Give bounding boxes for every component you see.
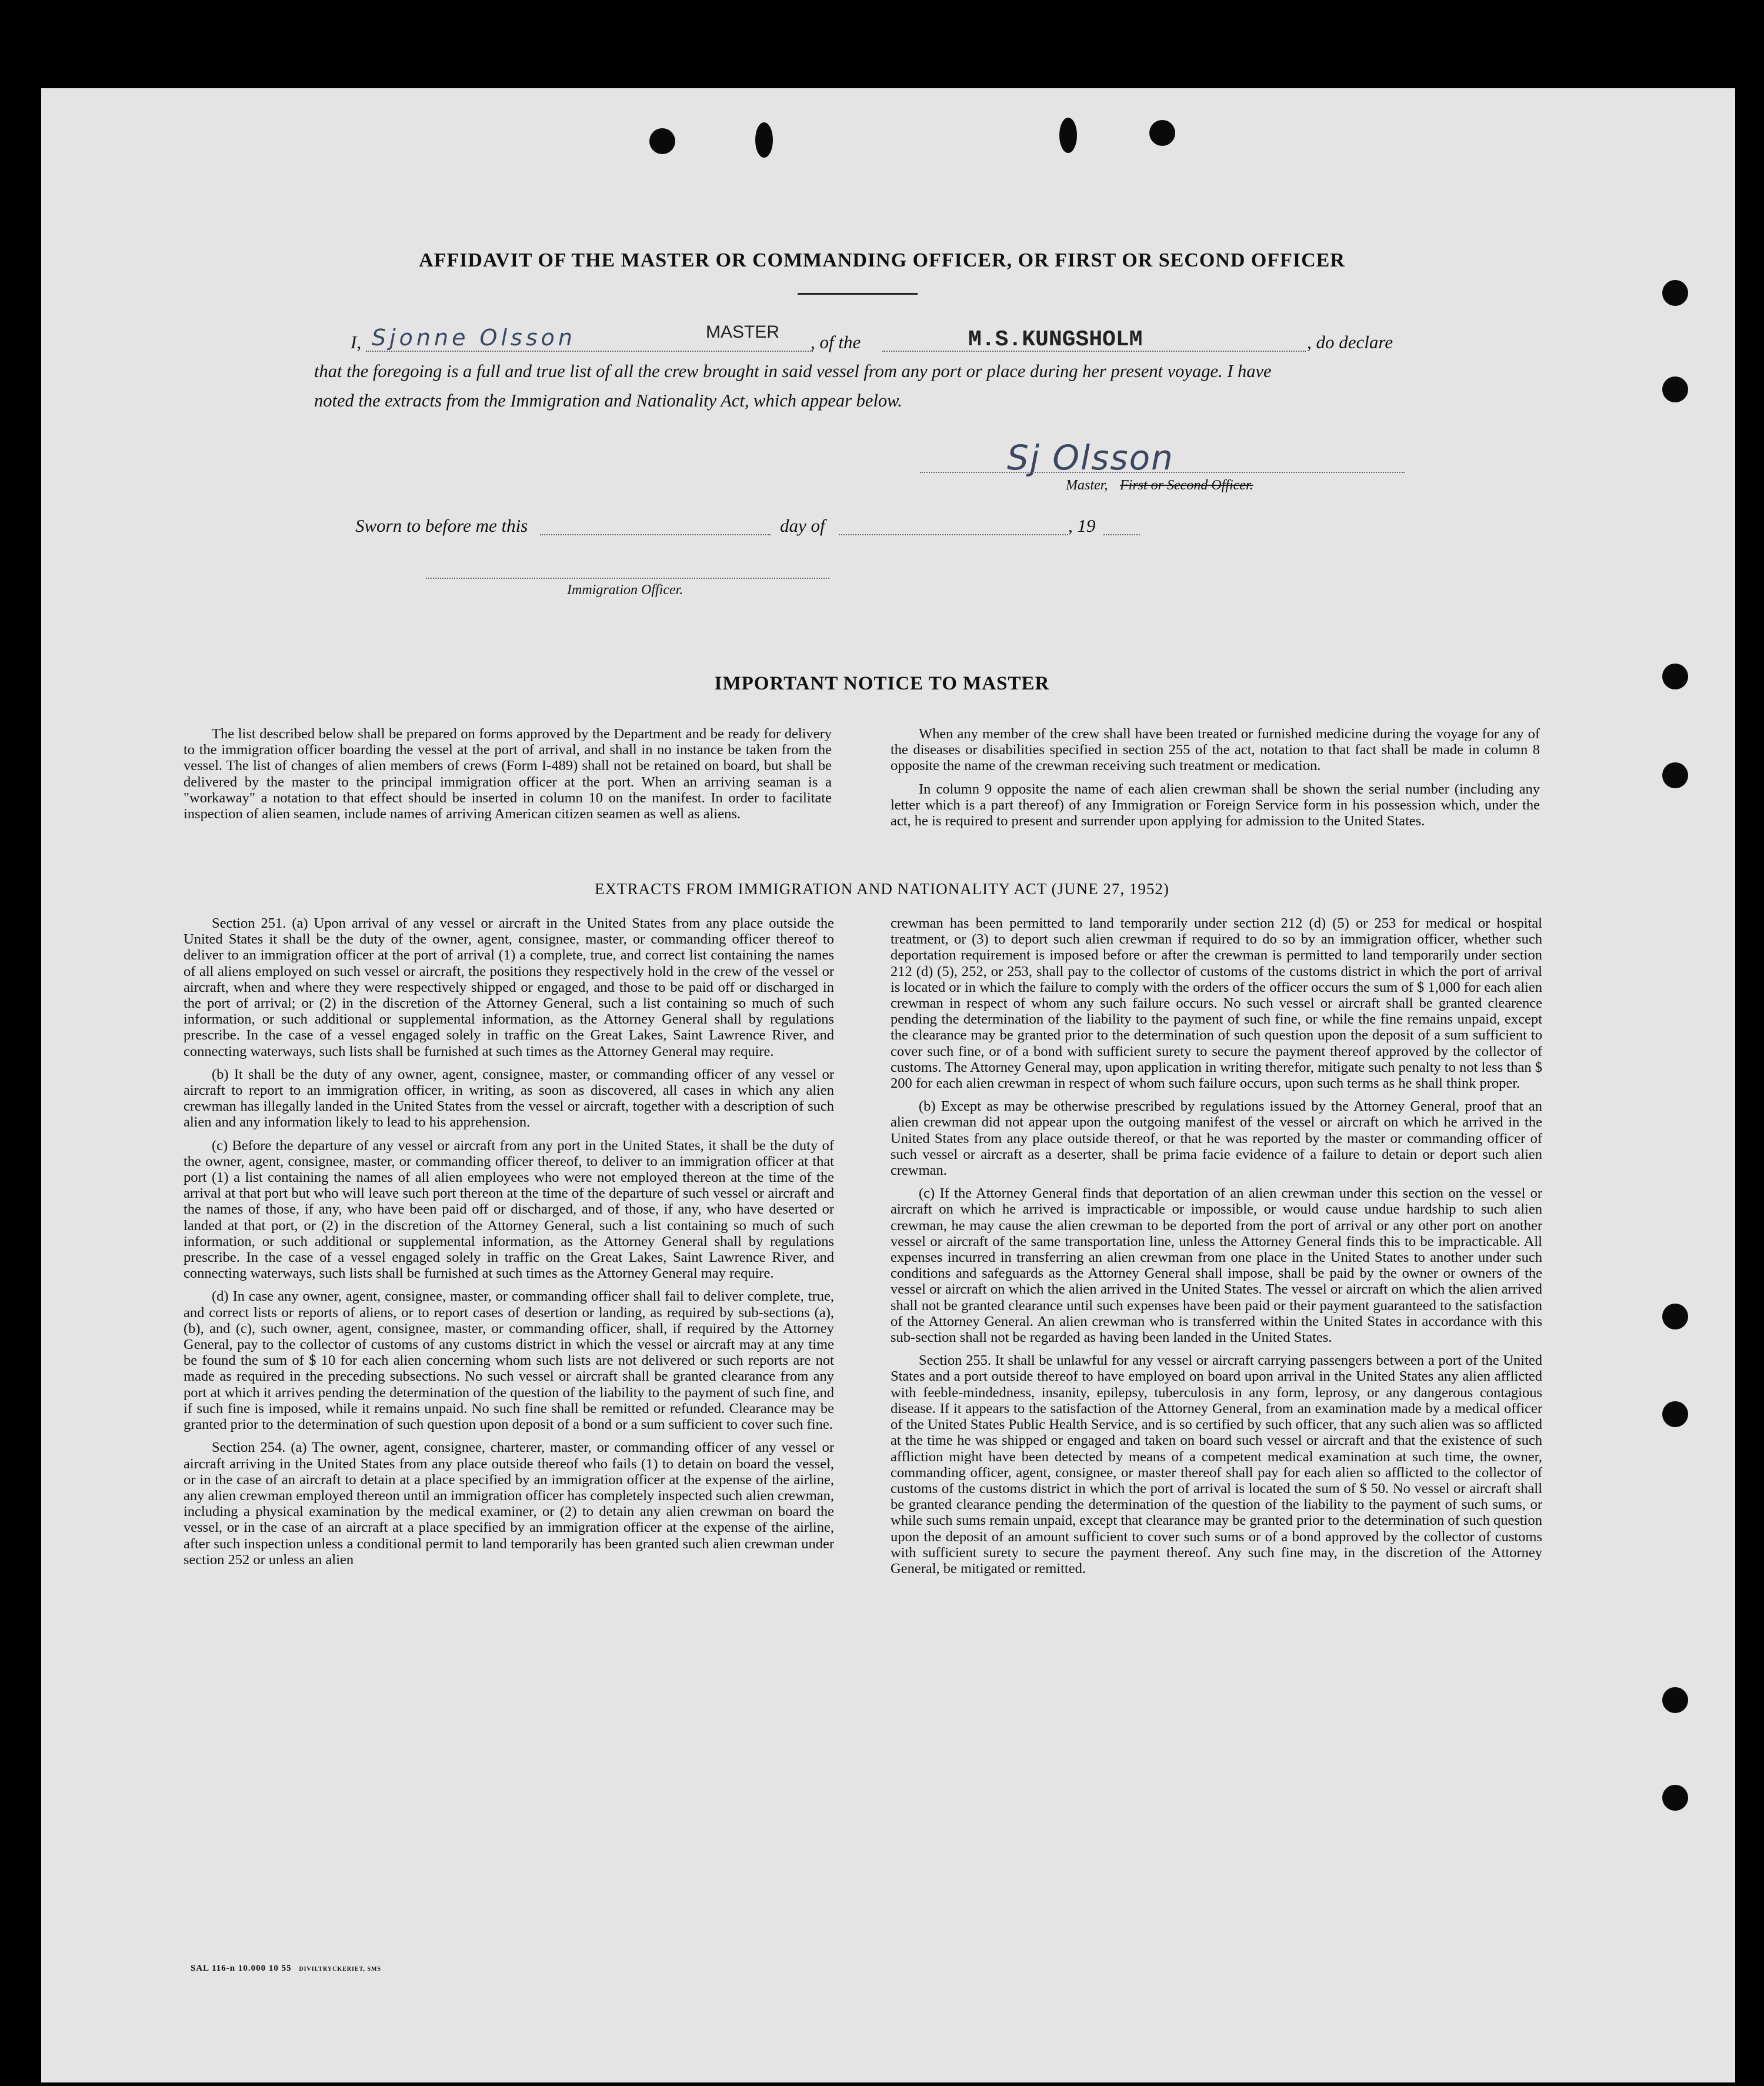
sworn-label: Sworn to before me this [355,515,528,536]
signature-caption-master: Master, [1066,478,1108,493]
notice-title: IMPORTANT NOTICE TO MASTER [714,673,1050,694]
sworn-month-blank [839,534,1068,535]
punch-hole [1662,376,1688,402]
punch-hole [1662,1304,1688,1329]
rank-typed: MASTER [706,322,780,342]
section-251-d: (d) In case any owner, agent, consignee, master, or commanding officer shall fail to deliver complete, true, and correct lists or reports of aliens, or to report cases of desertion or landing, as required by sub-sections (a), (b), and (c), such owner, agent, consignee, master, or commanding officer, shall, if required by the Attorney General, pay to the collector of customs of any customs district in which the vessel or aircraft may at any time be found the sum of $ 10 for each alien concerning whom such lists are not delivered or such reports are not made as required in the preceding subsections. No such vessel or aircraft shall be granted clearance from any port at which it arrives pending the determination of the question of the liability to the payment of such fine, and if such fine is imposed, while it remains unpaid. No such fine shall be remitted or refunded. Clearance may be granted prior to the determination of such question upon deposit of a bond or a sum sufficient to cover such fine. [184,1288,834,1433]
do-declare-label: , do declare [1307,332,1393,352]
notice-left-column [184,726,832,829]
signature-line [920,472,1405,473]
affidavit-title: AFFIDAVIT OF THE MASTER OR COMMANDING OFFICER, OR FIRST OR SECOND OFFICER [419,249,1345,271]
section-254-a-continued: crewman has been permitted to land temporarily under section 212 (d) (5) or 253 for medical or hospital treatment, or (3) to deport such alien crewman if required to do so by an immigration officer, whether such deportation requirement is imposed before or after the crewman is permitted to land temporarily under section 212 (d) (5), 252, or 253, shall pay to the collector of customs of the customs district in which the port of arrival is located or in which the failure to comply with the orders of the officer occurs the sum of $ 1,000 for each alien crewman in respect of whom any such failure occurs. No such vessel or aircraft shall be granted clearence pending the determination of the liability to the payment of such fine, or while the fine remains unpaid, except the clearance may be granted prior to the determination of such question upon the deposit of a sum sufficient to cover such fine, or of a bond with sufficient surety to secure the payment thereof approved by the collector of customs. The Attorney General may, upon application in writing therefor, mitigate such penalty to not less than $ 200 for each alien crewman in respect of whom such failure occurs, upon such terms as he shall think proper. [891,915,1542,1092]
section-254-b: (b) Except as may be otherwise prescribed by regulations issued by the Attorney General, proof that an alien crewman did not appear upon the outgoing manifest of the vessel or aircraft on which he arrived in the United States from any place outside thereof, or that he was reported by the master or commanding officer of such vessel or aircraft as a deserter, shall be prima facie evidence of a failure to detain or deport such alien crewman. [891,1098,1542,1179]
printer-name: DIVILTRYCKERIET, SMS [299,1966,382,1972]
notice-right-column [891,726,1540,836]
sworn-day-blank [540,534,771,535]
form-code [191,1964,381,1974]
vessel-name-typed: M.S.KUNGSHOLM [968,327,1143,352]
sworn-year-blank [1103,534,1140,535]
punch-notch [755,122,773,158]
scan-edge [1735,0,1764,2086]
extracts-right-column [891,915,1542,1584]
officer-signature-line [426,578,829,579]
punch-hole [1662,280,1688,306]
day-of-label: day of [780,515,825,536]
declaration-prefix: I, [351,332,362,352]
year-label: , 19 [1068,515,1096,536]
notice-left-paragraph: The list described below shall be prepared on forms approved by the Department and be ready for delivery to the immigration officer boarding the vessel at the port of arrival, and shall in no instance be taken from the vessel. The list of changes of alien members of crews (Form I-489) shall not be retained on board, but shall be delivered by the master to the principal immigration officer at the port. When an arriving seaman is a "workaway" a notation to that effect should be inserted in column 10 on the manifest. In order to facilitate inspection of alien seamen, include names of arriving American citizen seamen as well as aliens. [184,726,832,822]
punch-hole [1662,1401,1688,1427]
section-255: Section 255. It shall be unlawful for any vessel or aircraft carrying passengers between a port of the United States and a port outside thereof to have employed on board upon arrival in the United States any alien afflicted with feeble-mindedness, insanity, epilepsy, tuberculosis in any form, leprosy, or any dangerous contagious disease. If it appears to the satisfaction of the Attorney General, from an examination made by a medical officer of the United States Public Health Service, and is so certified by such officer, that any such alien was so afflicted at the time he was shipped or engaged and taken on board such vessel or aircraft and that the existence of such affliction might have been detected by means of a competent medical examination at such time, the owner, commanding officer, agent, consignee, or master thereof shall pay for each alien so afflicted to the collector of customs of the customs district in which the port of arrival is located the sum of $ 50. No vessel or aircraft shall be granted clearance pending the determination of the question of the liability to the payment of such sums, or while such sums remain unpaid, except that clearance may be granted prior to the determination of such question upon the deposit of an amount sufficient to cover such sums or of a bond approved by the collector of customs with sufficient surety to secure the payment thereof. Any such fine may, in the discretion of the Attorney General, be mitigated or remitted. [891,1352,1542,1577]
of-the-label: , of the [811,332,861,352]
punch-hole [649,128,675,154]
immigration-officer-caption: Immigration Officer. [567,582,683,598]
section-251-b: (b) It shall be the duty of any owner, agent, consignee, master, or commanding officer of any vessel or aircraft to report to an immigration officer, in writing, as soon as discovered, all cases in which any alien crewman has illegally landed in the United States from the vessel or aircraft, together with a description of such alien and any information likely to lead to his apprehension. [184,1066,834,1131]
punch-hole [1662,762,1688,788]
name-blank [366,351,813,352]
punch-hole [1662,1785,1688,1811]
extracts-title: EXTRACTS FROM IMMIGRATION AND NATIONALITY ACT (JUNE 27, 1952) [595,880,1169,898]
punch-hole [1149,120,1175,146]
section-251-a: Section 251. (a) Upon arrival of any vessel or aircraft in the United States from any place outside the United States it shall be the duty of the owner, agent, consignee, master, or commanding officer thereof to deliver to an immigration officer at the port of arrival (1) a complete, true, and correct list containing the names of all aliens employed on such vessel or aircraft, the positions they respectively hold in the crew of the vessel or aircraft, when and where they were respectively shipped or engaged, and those to be paid off or discharged in the port of arrival; or (2) in the discretion of the Attorney General, such a list containing so much of such information, or such additional or supplemental information, as the Attorney General shall by regulations prescribe. In the case of a vessel engaged solely in traffic on the Great Lakes, Saint Lawrence River, and connecting waterways, such lists shall be furnished at such times as the Attorney General may require. [184,915,834,1059]
master-name-handwritten: Sjonne Olsson [372,325,576,351]
signature-caption-struck: First or Second Officer. [1120,478,1253,493]
extracts-left-column [184,915,834,1575]
declaration-line-2: that the foregoing is a full and true list of all the crew brought in said vessel from any port or place during her present voyage. I have [314,361,1272,381]
notice-right-paragraph-1: When any member of the crew shall have been treated or furnished medicine during the voyage for any of the diseases or disabilities specified in section 255 of the act, notation to that fact shall be made in column 8 opposite the name of the crewman receiving such treatment or medication. [891,726,1540,774]
declaration-line-3: noted the extracts from the Immigration and Nationality Act, which appear below. [314,391,902,411]
section-251-c: (c) Before the departure of any vessel or aircraft from any port in the United States, it shall be the duty of the owner, agent, consignee, master, or commanding officer thereof, to deliver to an immigration officer at that port (1) a list containing the names of all alien employees who were not employed thereon at the time of the arrival at that port but who will leave such port thereon at the time of the departure of such vessel or aircraft and the names of those, if any, who have been paid off or discharged, and of those, if any, who have deserted or landed at that port, or (2) in the discretion of the Attorney General, such a list containing so much of such information, or such additional or supplemental information, as the Attorney General shall by regulations prescribe. In the case of a vessel engaged solely in traffic on the Great Lakes, Saint Lawrence River, and connecting waterways, such lists shall be furnished at such times as the Attorney General may require. [184,1137,834,1282]
section-254-a: Section 254. (a) The owner, agent, consignee, charterer, master, or commanding officer of any vessel or aircraft arriving in the United States from any place outside thereof who fails (1) to detain on board the vessel, or in the case of an aircraft to detain at a place specified by an immigration officer at the expense of the airline, any alien crewman employed thereon until an immigration officer has completely inspected such alien crewman, including a physical examination by the medical examiner, or (2) to detain any alien crewman on board the vessel, or in the case of an aircraft at a place specified by an immigration officer at the expense of the airline, after such inspection unless a conditional permit to land temporarily has been granted such alien crewman under section 252 or unless an alien [184,1439,834,1568]
notice-right-paragraph-2: In column 9 opposite the name of each alien crewman shall be shown the serial number (including any letter which is a part thereof) of any Immigration or Foreign Service form in his possession which, under the act, he is required to present and surrender upon applying for admission to the United States. [891,781,1540,829]
form-number: SAL 116-n 10.000 10 55 [191,1964,292,1973]
punch-notch [1059,118,1077,153]
section-254-c: (c) If the Attorney General finds that deportation of an alien crewman under this section on the vessel or aircraft on which he arrived is impracticable or impossible, or would cause undue hardship to such alien crewman, he may cause the alien crewman to be deported from the port of arrival or any other port on another vessel or aircraft of the same transportation line, unless the Attorney General finds this to be impracticable. All expenses incurred in transferring an alien crewman from one place in the United States to another under such conditions and safeguards as the Attorney General shall impose, shall be paid by the owner or owners of the vessel or aircraft on which the alien arrived in the United States. The vessel or aircraft on which the alien arrived shall not be granted clearance until such expenses have been paid or their payment guaranteed to the satisfaction of the Attorney General. An alien crewman who is transferred within the United States in accordance with this sub-section shall not be regarded as having been landed in the United States. [891,1185,1542,1346]
signature-handwritten: Sj Olsson [1007,438,1174,478]
title-rule [798,293,918,295]
punch-hole [1662,1687,1688,1713]
